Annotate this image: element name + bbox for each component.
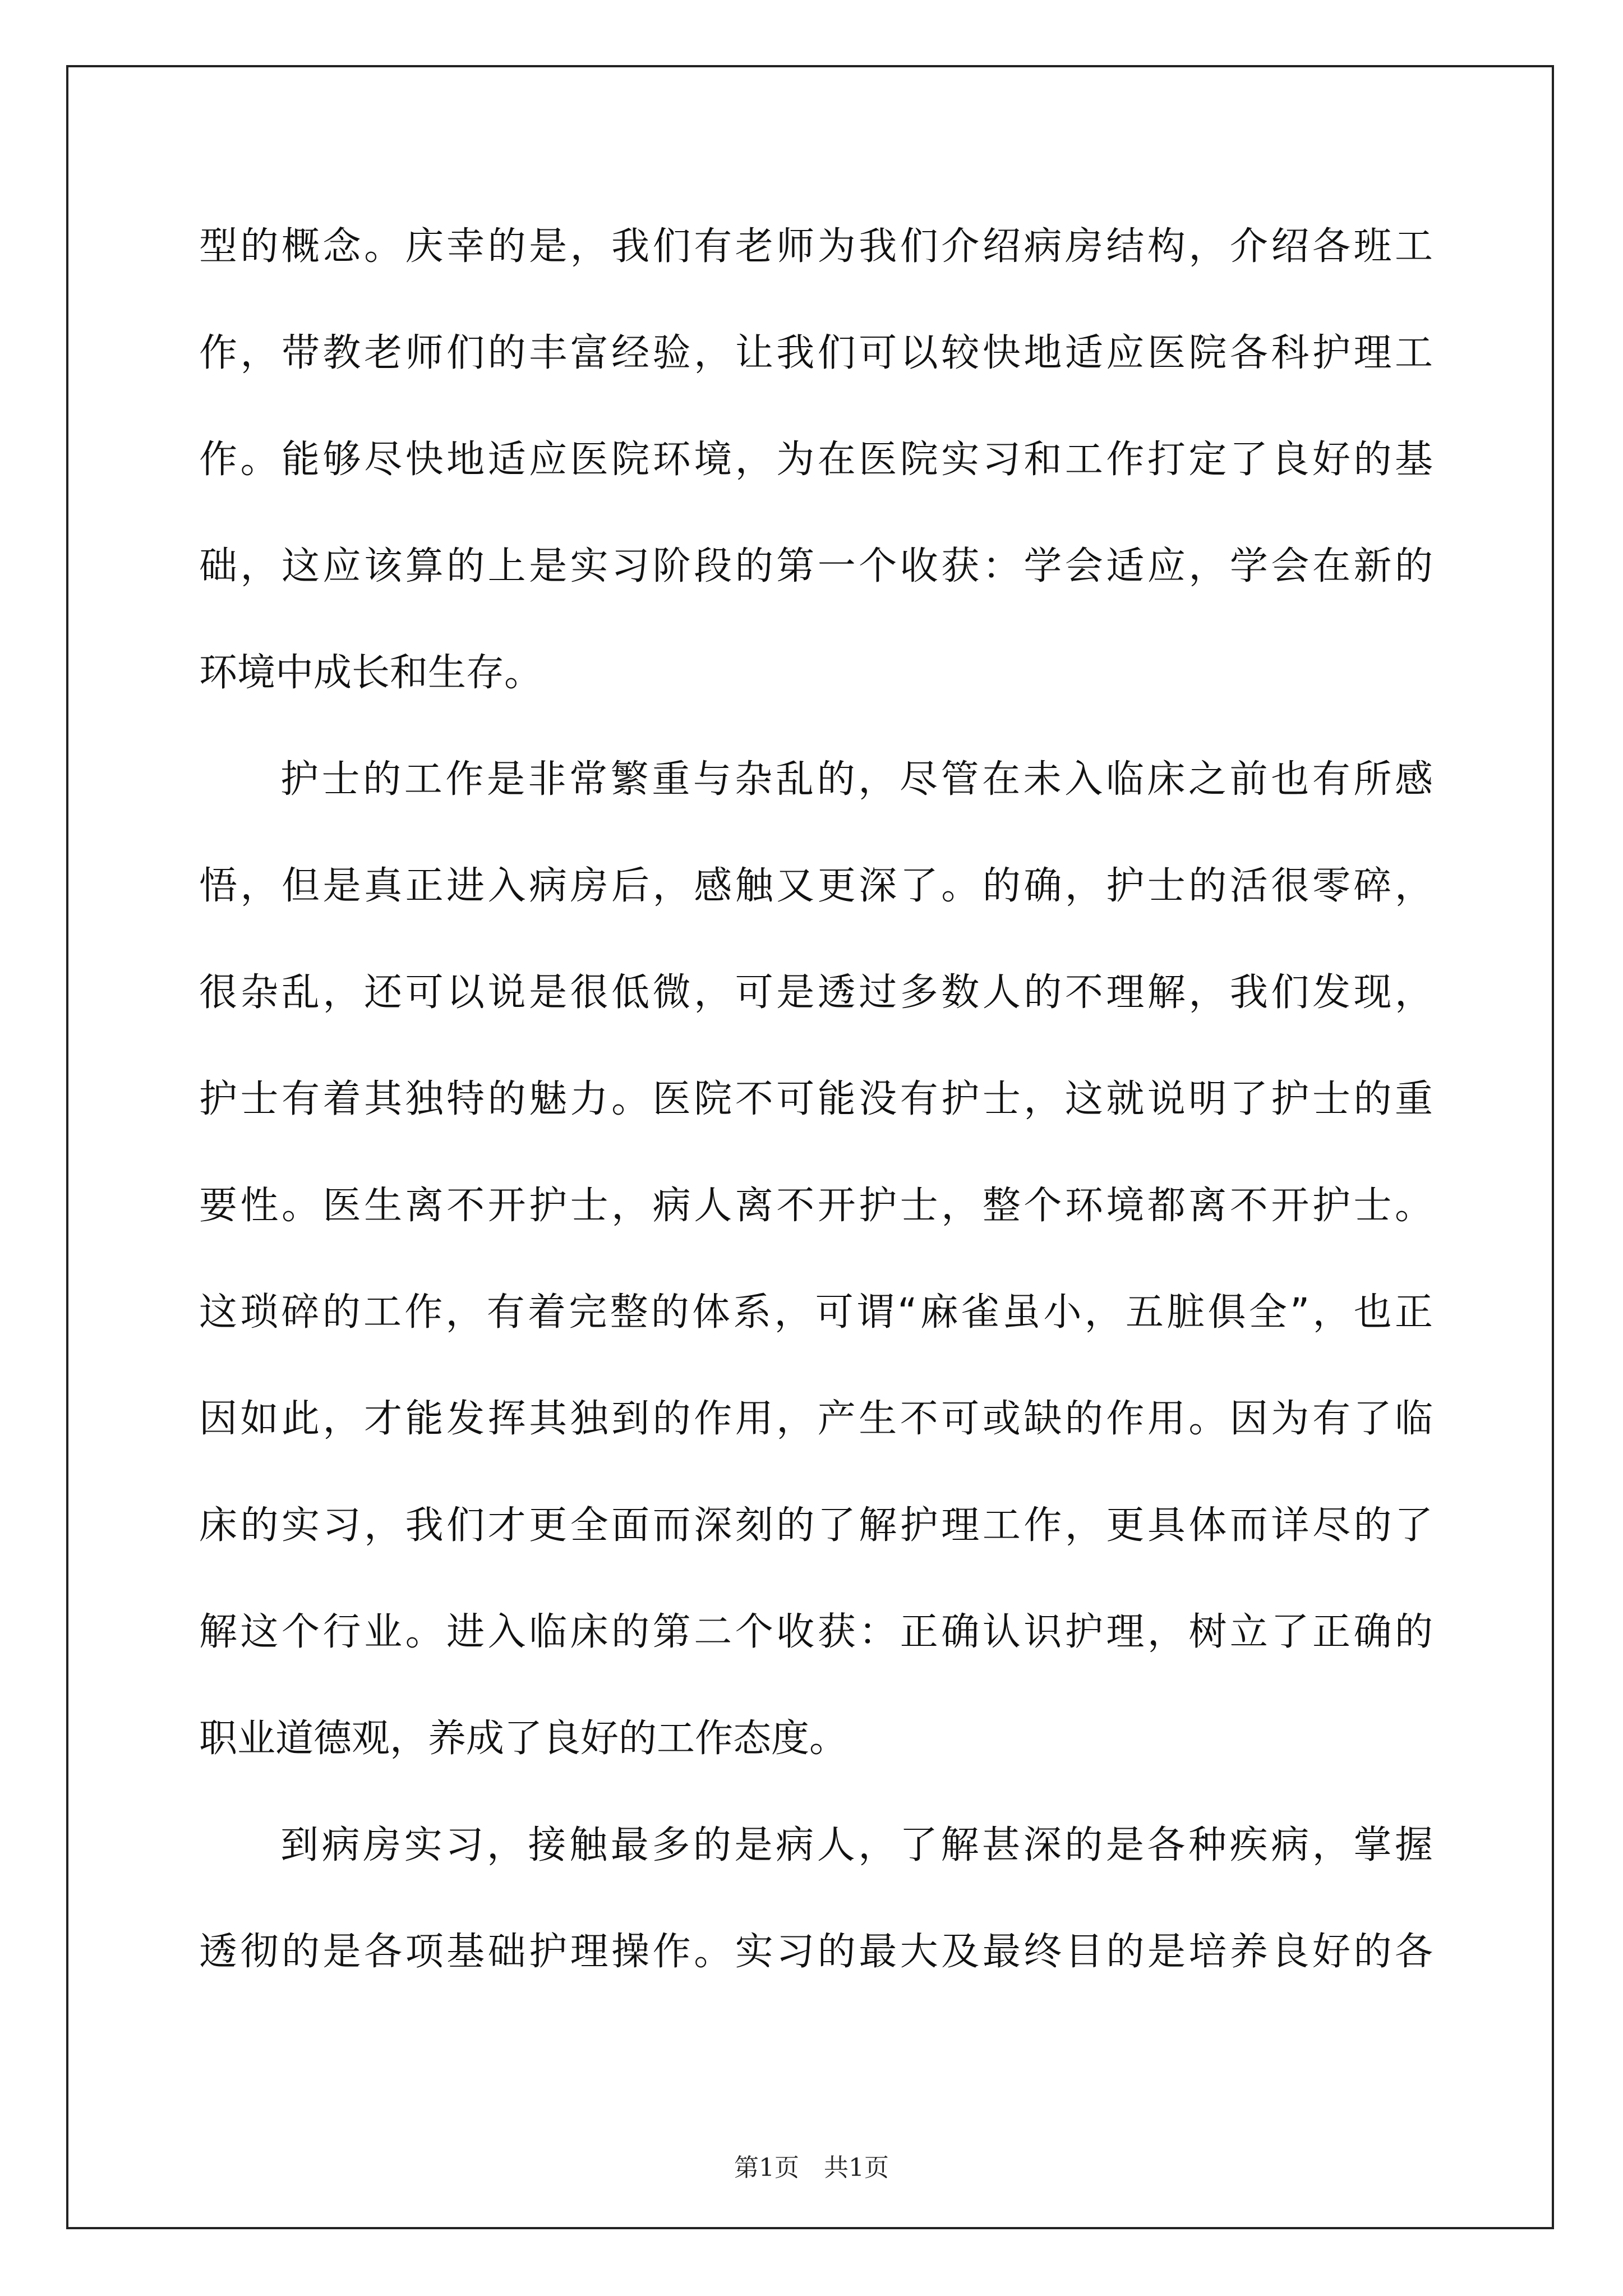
text-line: 透彻的是各项基础护理操作。实习的最大及最终目的是培养良好的各 [199,1930,1433,1974]
paragraph-start-line: 护士的工作是非常繁重与杂乱的，尽管在未入临床之前也有所感 [280,757,1433,802]
page-number-footer: 第1页 共1页 [734,2154,889,2182]
text-line: 这琐碎的工作，有着完整的体系，可谓“麻雀虽小，五脏俱全”，也正 [199,1290,1433,1335]
text-line: 础，这应该算的上是实习阶段的第一个收获：学会适应，学会在新的 [199,544,1433,588]
text-line: 很杂乱，还可以说是很低微，可是透过多数人的不理解，我们发现， [199,970,1433,1015]
text-line: 解这个行业。进入临床的第二个收获：正确认识护理，树立了正确的 [199,1610,1433,1654]
body-text [199,194,1433,2005]
text-line: 环境中成长和生存。 [199,651,543,695]
text-line: 悟，但是真正进入病房后，感触又更深了。的确，护士的活很零碎， [199,864,1433,908]
text-line: 职业道德观，养成了良好的工作态度。 [199,1717,848,1761]
text-line: 因如此，才能发挥其独到的作用，产生不可或缺的作用。因为有了临 [199,1397,1433,1441]
text-line: 要性。医生离不开护士，病人离不开护士，整个环境都离不开护士。 [199,1184,1433,1228]
paragraph-start-line: 到病房实习，接触最多的是病人，了解甚深的是各种疾病，掌握 [280,1823,1433,1867]
text-line: 型的概念。庆幸的是，我们有老师为我们介绍病房结构，介绍各班工 [199,224,1433,269]
text-line: 作，带教老师们的丰富经验，让我们可以较快地适应医院各科护理工 [199,331,1433,375]
text-line: 作。能够尽快地适应医院环境，为在医院实习和工作打定了良好的基 [199,438,1433,482]
text-line: 护士有着其独特的魅力。医院不可能没有护士，这就说明了护士的重 [199,1077,1433,1121]
text-line: 床的实习，我们才更全面而深刻的了解护理工作，更具体而详尽的了 [199,1503,1433,1548]
